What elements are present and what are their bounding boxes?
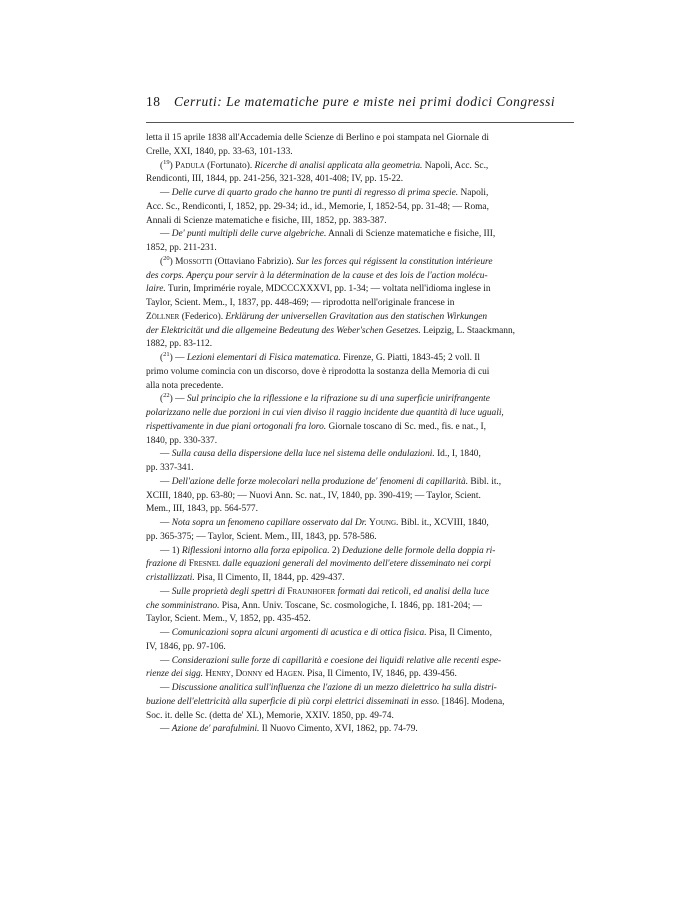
work-title: Sulla causa della dispersione della luce nel sistema delle ondulazioni. <box>171 449 435 460</box>
text-run: letta il 15 aprile 1838 all'Accademia delle Scienze di Berlino e poi stampata nel Giornale di <box>146 133 489 143</box>
note-number: 22 <box>163 392 170 400</box>
author-name: Henry <box>205 669 231 680</box>
text-run: Napoli, Acc. Sc., <box>422 160 489 171</box>
note-number: 19 <box>163 158 170 166</box>
text-run: — <box>160 518 172 528</box>
text-run: Pisa, Il Cimento, <box>426 628 492 638</box>
note-number: 20 <box>163 254 170 262</box>
text-run: . Bibl. it., XCVIII, 1840, <box>396 518 489 528</box>
text-run: Pisa, Il Cimento, II, 1844, pp. 429-437. <box>194 573 345 583</box>
text-run: [1846]. Modena, <box>439 696 505 707</box>
text-run: (Ottaviano Fabrizio). <box>212 256 297 267</box>
note-21 <box>146 352 571 393</box>
text-run: ( <box>160 160 164 171</box>
text-run: ( <box>160 394 164 405</box>
text-run: . Pisa, Il Cimento, IV, 1846, pp. 439-456. <box>302 669 457 680</box>
text-run: Taylor, Scient. Mem., V, 1852, pp. 435-452. <box>146 614 311 625</box>
author-name: Donny <box>235 669 263 680</box>
text-run: — <box>160 476 172 487</box>
text-run: (Fortunato). <box>204 160 255 171</box>
text-run: formati dai reticoli, ed analisi della luce <box>337 586 490 597</box>
text-run: Pisa, Ann. Univ. Toscane, Sc. cosmologiche, I. 1846, pp. 181-204; — <box>219 600 483 611</box>
text-run: ed <box>262 669 277 680</box>
note-number: 21 <box>163 350 170 358</box>
author-name: Young <box>369 518 397 528</box>
text-run: ) — <box>169 353 187 363</box>
author-name: Zöllner <box>146 311 180 322</box>
text-run: Napoli, <box>458 188 489 198</box>
author-name: Padula <box>175 160 205 171</box>
text-run: — <box>160 683 172 693</box>
text-run: 1882, pp. 83-112. <box>146 339 213 350</box>
work-title: Deduzione delle formole della doppia ri- <box>342 545 496 556</box>
text-run: Giornale toscano di Sc. med., fis. e nat., I, <box>326 421 486 432</box>
footnotes-body <box>146 132 571 737</box>
text-run: Mem., III, 1843, pp. 564-577. <box>146 504 258 515</box>
text-run: — <box>160 188 172 198</box>
line <box>146 147 293 157</box>
text-run: 2) <box>329 545 343 556</box>
work-title: Sulle proprietà degli spettri di <box>171 586 285 597</box>
text-run: rispettivamente in due piani ortogonali fra loro. <box>146 421 327 432</box>
text-run: polarizzano nelle due porzioni in cui vien diviso il raggio incidente due quantità di luce uguali, <box>146 408 504 418</box>
text-run: frazione di <box>146 559 187 570</box>
text-run: Firenze, G. Piatti, 1843-45; 2 voll. Il <box>340 353 481 363</box>
author-name: Fraunhofer <box>287 586 336 597</box>
text-run: rienze dei sigg. <box>146 669 204 680</box>
text-run: Rendiconti, III, 1844, pp. 241-256, 321-328, 401-408; IV, pp. 15-22. <box>146 174 404 185</box>
work-title: Sur les forces qui régissent la constitution intérieure <box>296 256 493 267</box>
text-run: 1840, pp. 330-337. <box>146 435 218 446</box>
text-run: Crelle, XXI, 1840, pp. 33-63, 101-133. <box>146 146 293 157</box>
text-run: che somministrano. <box>146 600 220 611</box>
running-head: Cerruti: Le matematiche pure e miste nei primi dodici Congressi <box>174 94 556 109</box>
text-run: — <box>160 655 172 666</box>
text-run: der Elektricität und die allgemeine Bedeutung des Weber'schen Gesetzes. <box>146 325 421 336</box>
work-title: Erklärung der universellen Gravitation aus den statischen Wirkungen <box>225 311 488 322</box>
text-run: Acc. Sc., Rendiconti, I, 1852, pp. 29-34; id., id., Memorie, I, 1852-54, pp. 31-48; — Roma, <box>146 201 489 212</box>
work-title: Nota sopra un fenomeno capillare osservato dal Dr. <box>171 518 367 528</box>
text-run: XCIII, 1840, pp. 63-80; — Nuovi Ann. Sc. nat., IV, 1840, pp. 390-419; — Taylor, Scient. <box>146 490 481 501</box>
text-run: Leipzig, L. Staackmann, <box>420 325 516 336</box>
note-22 <box>146 393 571 737</box>
text-run: des corps. Aperçu pour servir à la détermination de la cause et des lois de l'action molécu- <box>146 270 488 281</box>
text-run: — <box>160 449 172 460</box>
note-18-continuation <box>146 132 571 160</box>
author-name: Hagen <box>276 669 303 680</box>
text-run: cristallizzati. <box>146 573 195 583</box>
text-run: pp. 365-375; — Taylor, Scient. Mem., III, 1843, pp. 578-586. <box>146 531 377 542</box>
text-run: — <box>160 628 172 638</box>
text-run: ( <box>160 256 164 267</box>
author-name: Mossotti <box>175 256 213 267</box>
text-run: (Federico). <box>179 311 226 322</box>
text-run: — 1) <box>160 545 182 556</box>
work-title: Ricerche di analisi applicata alla geometria. <box>254 160 423 171</box>
text-run: Turin, Imprimérie royale, MDCCCXXXVI, pp. 1-34; — voltata nell'idioma inglese in <box>165 284 491 295</box>
page-header <box>146 94 574 114</box>
text-run: alla nota precedente. <box>146 380 224 391</box>
text-run: laire. <box>146 284 166 295</box>
work-title: Dell'azione delle forze molecolari nella produzione de' fenomeni di capillarità. <box>171 476 469 487</box>
page-number: 18 <box>146 94 161 109</box>
text-run: — <box>160 229 172 240</box>
note-19 <box>146 160 571 256</box>
text-run: Annali di Scienze matematiche e fisiche, III, <box>326 229 496 240</box>
text-run: — <box>160 724 172 735</box>
text-run: ) <box>169 256 176 267</box>
text-run: ) — <box>169 394 187 405</box>
text-run: ( <box>160 353 164 363</box>
line <box>146 133 489 143</box>
work-title: Sul principio che la riflessione e la rifrazione su di una superficie unirifrangente <box>186 394 490 405</box>
work-title: De' punti multipli delle curve algebriche. <box>171 229 327 240</box>
text-run: primo volume comincia con un discorso, dove è riprodotta la sostanza della Memoria di cui <box>146 366 490 377</box>
author-name: Fresnel <box>188 559 221 570</box>
text-run: Taylor, Scient. Mem., I, 1837, pp. 448-469; — riprodotta nell'originale francese in <box>146 298 455 308</box>
work-title: Comunicazioni sopra alcuni argomenti di acustica e di ottica fisica. <box>171 628 427 638</box>
note-20 <box>146 256 571 352</box>
text-run: , <box>230 669 236 680</box>
work-title: Lezioni elementari di Fisica matematica. <box>186 353 341 363</box>
work-title: Considerazioni sulle forze di capillarità e coesione dei liquidi relative alle recenti espe- <box>171 655 502 666</box>
text-run: dalle equazioni generali del movimento dell'etere disseminato nei corpi <box>222 559 492 570</box>
text-run: buzione dell'elettricità alla superficie di più corpi elettrici disseminati in esso. <box>146 696 440 707</box>
work-title: Discussione analitica sull'influenza che l'azione di un mezzo dielettrico ha sulla distri- <box>171 683 497 693</box>
text-run: Il Nuovo Cimento, XVI, 1862, pp. 74-79. <box>259 724 418 735</box>
text-run: Annali di Scienze matematiche e fisiche, III, 1852, pp. 383-387. <box>146 215 387 226</box>
text-run: 1852, pp. 211-231. <box>146 243 217 253</box>
text-run: Soc. it. delle Sc. (detta de' XL), Memorie, XXIV. 1850, pp. 49-74. <box>146 710 394 721</box>
work-title: Azione de' parafulmini. <box>171 724 260 735</box>
text-run: — <box>160 586 172 597</box>
text-run: Bibl. it., <box>468 476 502 487</box>
work-title: Delle curve di quarto grado che hanno tre punti di regresso di prima specie. <box>171 188 459 198</box>
text-run: ) <box>169 160 176 171</box>
text-run: IV, 1846, pp. 97-106. <box>146 641 226 652</box>
text-run: pp. 337-341. <box>146 463 194 473</box>
text-run: Id., I, 1840, <box>434 449 481 460</box>
work-title: Riflessioni intorno alla forza epipolica. <box>181 545 330 556</box>
header-rule <box>146 122 574 123</box>
